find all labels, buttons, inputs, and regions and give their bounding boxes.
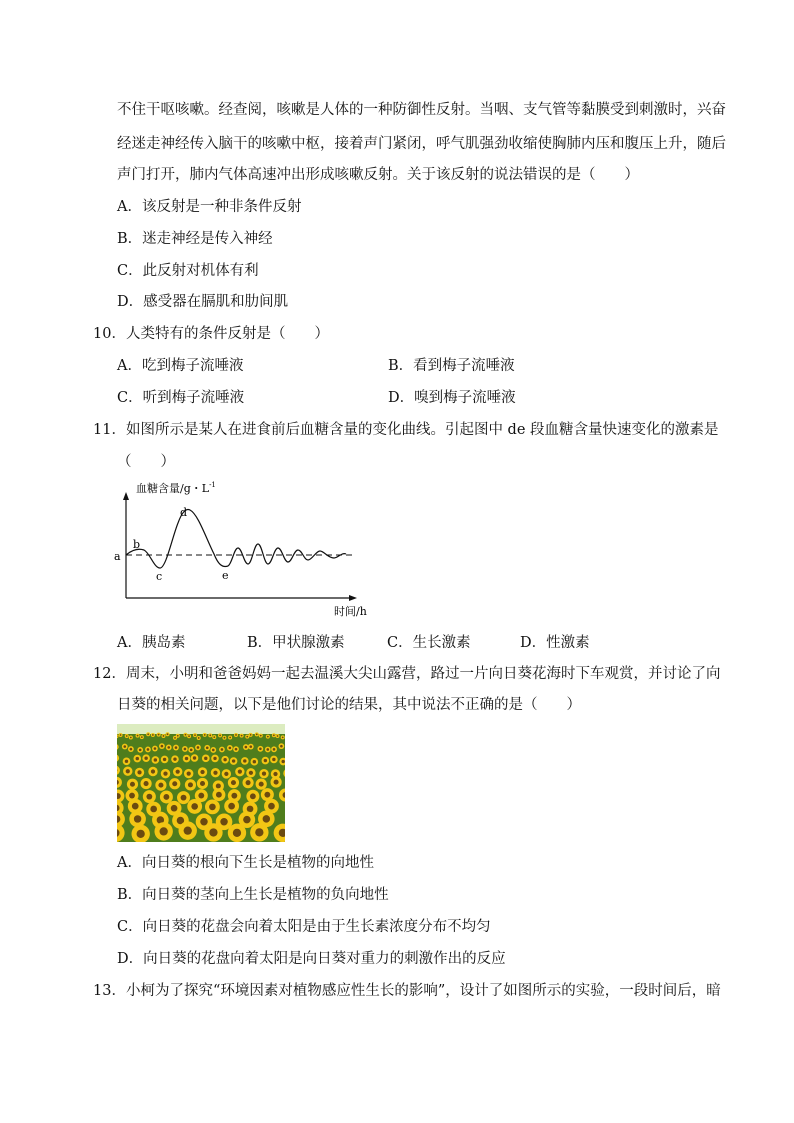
sunflower-center	[223, 758, 226, 761]
sunflower-center	[212, 749, 215, 752]
sunflower-center	[184, 748, 187, 751]
q9-stem-line-2: 经迷走神经传入脑干的咳嗽中枢，接着声门紧闭，呼气肌强劲收缩使胸肺内压和腹压上升，随后	[117, 136, 726, 152]
sunflower-center	[200, 770, 204, 774]
sunflower-center	[231, 793, 237, 799]
q11-stem-line-2: （ ）	[117, 454, 175, 470]
q11-option-b: B．甲状腺激素	[247, 635, 345, 651]
x-axis-arrow-icon	[349, 595, 357, 601]
q13-stem-line-1: 13．小柯为了探究“环境因素对植物感应性生长的影响”，设计了如图所示的实验，一段时间后，暗	[93, 983, 721, 999]
sunflower-center	[177, 735, 179, 737]
sunflower-field-photo	[117, 724, 285, 842]
q12-option-c: C．向日葵的花盘会向着太阳是由于生长素浓度分布不均匀	[117, 919, 491, 935]
sunflower-center	[263, 815, 270, 822]
blood-sugar-curve	[126, 510, 346, 568]
sunflower-center	[134, 815, 141, 822]
sunflower-center	[173, 757, 176, 760]
y-axis-arrow-icon	[123, 492, 129, 500]
point-label-e: e	[222, 569, 229, 582]
sunflower-center	[171, 805, 178, 812]
sunflower-center	[219, 735, 221, 737]
sunflower-center	[259, 782, 264, 787]
q9-option-c: C．此反射对机体有利	[117, 263, 259, 279]
sunflower-center	[273, 772, 277, 776]
sunflower-center	[163, 758, 166, 761]
sunflower-center	[245, 746, 248, 749]
sunflower-center	[246, 780, 251, 785]
point-label-d: d	[180, 506, 188, 519]
q9-option-d: D．感受器在膈肌和肋间肌	[117, 294, 289, 310]
sunflower-center	[172, 781, 177, 786]
graph-ylabel: 血糖含量/g・$L^{-1}$	[136, 481, 216, 495]
sunflower-center	[262, 772, 266, 776]
sunflower-center	[264, 759, 267, 762]
sunflower-center	[163, 772, 167, 776]
sunflower-center	[187, 771, 191, 775]
sunflower-center	[233, 829, 241, 837]
point-label-c: c	[156, 570, 163, 583]
q10-option-b: B．看到梅子流唾液	[388, 358, 515, 374]
sunflower-center	[136, 757, 139, 760]
sunflower-center	[267, 736, 269, 738]
sunflower-center	[253, 760, 256, 763]
sunflower-center	[175, 746, 178, 749]
sunflower-center	[209, 734, 211, 736]
sunflower-center	[231, 780, 236, 785]
sunflower-center	[158, 783, 163, 788]
sunflower-center	[126, 769, 130, 773]
sunflower-center	[277, 735, 279, 737]
sunflower-center	[194, 734, 196, 736]
sunflower-center	[167, 733, 169, 735]
sunflower-center	[137, 735, 139, 737]
sunflower-center	[190, 749, 193, 752]
sunflower-center	[174, 737, 176, 739]
sunflower-center	[238, 770, 242, 774]
sunflower-field-image	[117, 724, 285, 842]
sunflower-center	[167, 746, 170, 749]
q10-stem: 10．人类特有的条件反射是（ ）	[93, 326, 329, 342]
sunflower-center	[273, 748, 276, 751]
sunflower-center	[191, 803, 198, 810]
q10-option-c: C．听到梅子流唾液	[117, 390, 245, 406]
sunflower-center	[264, 792, 270, 798]
sunflower-center	[185, 757, 188, 760]
q12-option-b: B．向日葵的茎向上生长是植物的负向地性	[117, 887, 389, 903]
sunflower-center	[209, 828, 217, 836]
q9-option-a: A．该反射是一种非条件反射	[117, 199, 302, 215]
q9-stem-line-1: 不住干呕咳嗽。经查阅，咳嗽是人体的一种防御性反射。当咽、支气管等黏膜受到刺激时，兴奋	[117, 102, 726, 118]
sunflower-center	[250, 793, 256, 799]
sunflower-center	[161, 745, 164, 748]
graph-xlabel: 时间/h	[334, 605, 367, 618]
sunflower-center	[255, 828, 263, 836]
sunflower-center	[216, 792, 222, 798]
sunflower-center	[213, 771, 217, 775]
sunflower-center	[274, 780, 279, 785]
sunflower-center	[137, 830, 145, 838]
sunflower-center	[229, 747, 232, 750]
q11-option-d: D．性激素	[520, 635, 590, 651]
sunflower-center	[272, 758, 275, 761]
sunflower-center	[228, 803, 235, 810]
sunflower-center	[130, 782, 135, 787]
sunflower-center	[229, 737, 231, 739]
sunflower-center	[224, 772, 228, 776]
sunflower-center	[282, 736, 284, 738]
q12-stem-line-1: 12．周末，小明和爸爸妈妈一起去温溪大尖山露营，路过一片向日葵花海时下车观赏，并讨论了向	[93, 666, 721, 682]
sunflower-center	[188, 735, 190, 737]
sunflower-center	[235, 748, 238, 751]
sunflower-center	[281, 760, 284, 763]
sunflower-center	[141, 736, 143, 738]
sunflower-center	[221, 748, 224, 751]
sunflower-center	[139, 749, 142, 752]
sunflower-center	[206, 746, 209, 749]
sunflower-center	[193, 756, 196, 759]
sunflower-center	[120, 734, 122, 736]
q10-option-d: D．嗅到梅子流唾液	[388, 390, 516, 406]
blood-sugar-graph	[108, 478, 368, 620]
sunflower-center	[132, 803, 139, 810]
sunflower-center	[268, 803, 275, 810]
sunflower-center	[213, 736, 215, 738]
point-label-a: a	[114, 550, 121, 563]
sunflower-center	[220, 818, 227, 825]
sunflower-center	[125, 760, 128, 763]
q12-option-d: D．向日葵的花盘向着太阳是向日葵对重力的刺激作出的反应	[117, 951, 506, 967]
q9-stem-line-3: 声门打开，肺内气体高速冲出形成咳嗽反射。关于该反射的说法错误的是（ ）	[117, 167, 639, 183]
sunflower-center	[130, 737, 132, 739]
sunflower-center	[235, 734, 237, 736]
sunflower-center	[198, 793, 204, 799]
q11-stem-line-1: 11．如图所示是某人在进食前后血糖含量的变化曲线。引起图中 de 段血糖含量快速变化的激素是	[93, 422, 719, 438]
sunflower-center	[154, 758, 157, 761]
sunflower-center	[200, 781, 205, 786]
sunflower-center	[260, 735, 262, 737]
sunflower-center	[216, 783, 221, 788]
sunflower-center	[232, 759, 235, 762]
sunflower-center	[250, 734, 252, 736]
sunflower-center	[137, 770, 141, 774]
sunflower-center	[213, 757, 216, 760]
sunflower-center	[243, 816, 250, 823]
sunflower-center	[197, 746, 200, 749]
sunflower-center	[129, 793, 135, 799]
sunflower-center	[243, 759, 246, 762]
sunflower-center	[224, 737, 226, 739]
sunflower-center	[259, 747, 262, 750]
sunflower-center	[158, 734, 160, 736]
sunflower-center	[130, 748, 133, 751]
sunflower-center	[144, 781, 149, 786]
sunflower-center	[273, 734, 275, 736]
sunflower-center	[246, 736, 248, 738]
sunflower-center	[256, 733, 258, 735]
sunflower-center	[151, 769, 155, 773]
sunflower-center	[152, 734, 154, 736]
q9-option-b: B．迷走神经是传入神经	[117, 231, 273, 247]
sunflower-center	[198, 737, 200, 739]
sunflower-center	[163, 735, 165, 737]
sunflower-center	[147, 748, 150, 751]
sunflower-center	[123, 745, 126, 748]
sunflower-center	[176, 770, 180, 774]
sunflower-center	[204, 734, 206, 736]
sunflower-center	[181, 795, 187, 801]
q11-option-c: C．生长激素	[387, 635, 471, 651]
q12-option-a: A．向日葵的根向下生长是植物的向地性	[117, 855, 374, 871]
q11-option-a: A．胰岛素	[117, 635, 186, 651]
q12-stem-line-2: 日葵的相关问题，以下是他们讨论的结果，其中说法不正确的是（ ）	[117, 697, 581, 713]
sunflower-center	[241, 735, 243, 737]
sunflower-center	[163, 794, 169, 800]
sunflower-center	[146, 794, 152, 800]
sunflower-center	[280, 745, 283, 748]
q10-option-a: A．吃到梅子流唾液	[117, 358, 244, 374]
sunflower-center	[126, 735, 128, 737]
sunflower-center	[144, 756, 147, 759]
sunflower-center	[150, 806, 157, 813]
sunflower-center	[200, 818, 207, 825]
sunflower-center	[160, 827, 168, 835]
sunflower-center	[154, 747, 157, 750]
sunflower-center	[185, 734, 187, 736]
sunflower-center	[249, 745, 252, 748]
sunflower-center	[147, 733, 149, 735]
sunflower-center	[247, 806, 254, 813]
sunflower-center	[204, 757, 207, 760]
sunflower-center	[249, 771, 253, 775]
sunflower-center	[188, 782, 193, 787]
sunflower-center	[184, 826, 192, 834]
sunflower-center	[266, 748, 269, 751]
sunflower-center	[209, 804, 216, 811]
point-label-b: b	[133, 538, 141, 551]
